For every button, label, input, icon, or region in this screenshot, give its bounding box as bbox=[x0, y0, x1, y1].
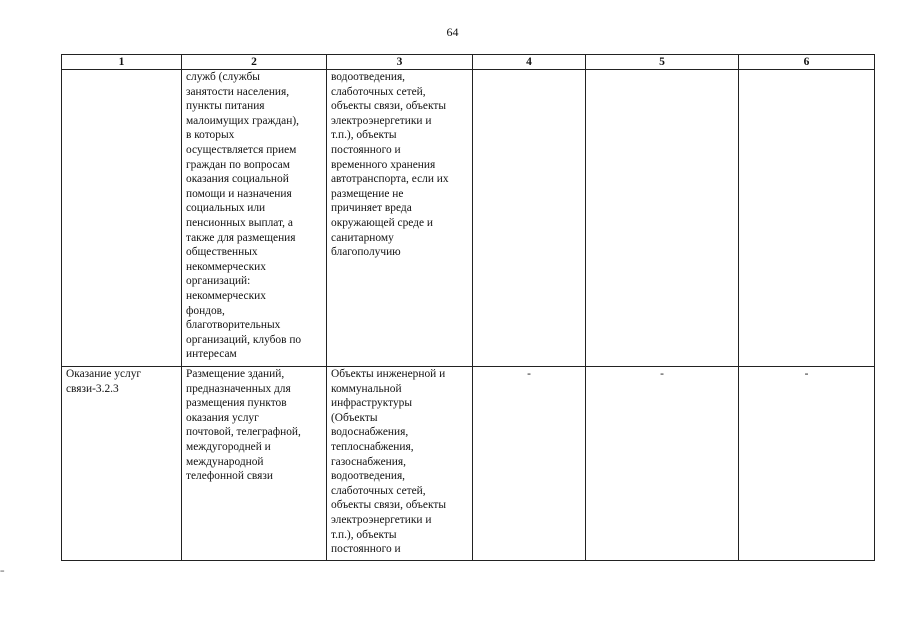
table-cell bbox=[586, 367, 739, 561]
column-header-3: 3 bbox=[327, 55, 473, 70]
table-row bbox=[62, 367, 875, 561]
cell-text: - bbox=[804, 368, 809, 380]
cell-text: - bbox=[527, 368, 531, 380]
table-header-row bbox=[62, 55, 875, 70]
page-number: 64 bbox=[446, 25, 459, 39]
table-cell bbox=[182, 367, 327, 561]
zoning-table bbox=[61, 54, 875, 561]
cell-text: Объекты инженерной и коммунальной инфраструктуры (Объекты водоснабжения, теплоснабжения, газоснабжения, водоотведения, слаботочных сетей, объекты связи, объекты электроэнергетики и т.п.), объекты постоянного и bbox=[331, 368, 446, 556]
table-row bbox=[62, 70, 875, 367]
column-header-2: 2 bbox=[182, 55, 327, 70]
column-header-4: 4 bbox=[473, 55, 586, 70]
table-cell bbox=[586, 70, 739, 367]
table-cell bbox=[327, 70, 473, 367]
table-cell bbox=[62, 367, 182, 561]
column-header-6: 6 bbox=[739, 55, 875, 70]
table-cell bbox=[473, 70, 586, 367]
scan-edge-mark: = bbox=[0, 567, 5, 576]
column-header-1: 1 bbox=[62, 55, 182, 70]
column-header-5: 5 bbox=[586, 55, 739, 70]
cell-text: - bbox=[660, 368, 664, 380]
table-cell bbox=[739, 70, 875, 367]
table-cell bbox=[62, 70, 182, 367]
cell-text: Размещение зданий, предназначенных для размещения пунктов оказания услуг почтовой, телеграфной, междугородней и международной телефонной связи bbox=[186, 368, 301, 483]
table-cell bbox=[327, 367, 473, 561]
cell-text: служб (службы занятости населения, пункты питания малоимущих граждан), в которых осуществляется прием граждан по вопросам оказания социальной помощи и назначения социальных или пенсионных выплат, а также для размещения общественных некоммерческих организаций: некоммерческих фондов, благотворительных организаций, клубов по интересам bbox=[186, 71, 302, 361]
table-cell bbox=[473, 367, 586, 561]
cell-text: Оказание услуг связи-3.2.3 bbox=[66, 368, 142, 395]
table-cell bbox=[739, 367, 875, 561]
table-cell bbox=[182, 70, 327, 367]
cell-text: водоотведения, слаботочных сетей, объекты связи, объекты электроэнергетики и т.п.), объекты постоянного и временного хранения автотранспорта, если их размещение не причиняет вреда окружающей среде и санитарному благополучию bbox=[331, 71, 449, 259]
